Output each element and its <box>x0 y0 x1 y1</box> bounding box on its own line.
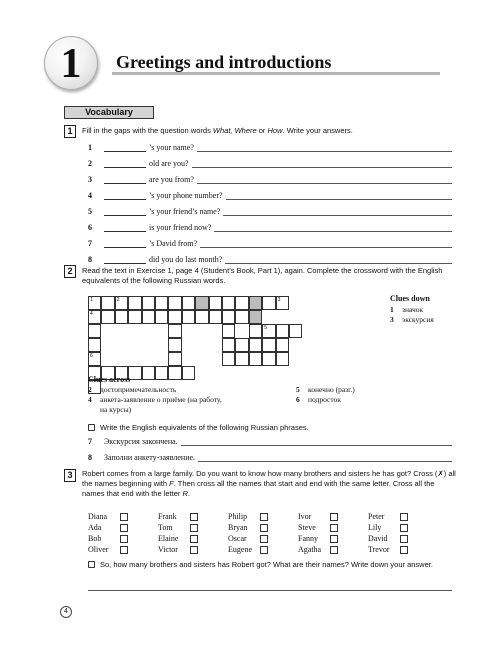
crossword-cell[interactable] <box>142 296 155 310</box>
name-label: Eugene <box>228 545 252 554</box>
square-bullet-icon <box>88 561 95 568</box>
name-label: Steve <box>298 523 316 532</box>
exercise-2-instruction: Read the text in Exercise 1, page 4 (Student’s Book, Part 1), again. Complete the crossword with the English equivalents of the following Russian words. <box>82 266 443 285</box>
crossword-cell[interactable] <box>168 310 181 324</box>
answer-line[interactable] <box>88 590 452 591</box>
name-label: Ada <box>88 523 102 532</box>
name-checkbox[interactable] <box>260 535 268 543</box>
answer-line[interactable] <box>200 247 452 248</box>
crossword-cell[interactable] <box>222 324 235 338</box>
question-item: 2 old are you? <box>88 156 452 168</box>
clue-across-2: 2 достопримечательность <box>88 385 177 394</box>
gap-blank[interactable] <box>104 215 146 216</box>
crossword-cell[interactable] <box>249 310 262 324</box>
exercise-1-number: 1 <box>64 125 76 138</box>
crossword-cell[interactable] <box>249 296 262 310</box>
clue-across-6: 6 подросток <box>296 395 341 404</box>
exercise-3-instruction: Robert comes from a large family. Do you want to know how many brothers and sisters he has got? Cross (✗) all the names beginning with F. Then cross all the names that start and end with the same letter. Cross all the names that end with the letter R. <box>82 469 456 498</box>
clue-across-4-cont: на курсы) <box>100 405 132 414</box>
answer-line[interactable] <box>198 461 452 462</box>
clue-across-4: 4 анкета-заявление о приёме (на работу, <box>88 395 222 404</box>
answer-line[interactable] <box>226 199 452 200</box>
name-checkbox[interactable] <box>260 513 268 521</box>
name-label: Victor <box>158 545 178 554</box>
name-checkbox[interactable] <box>190 513 198 521</box>
crossword-cell[interactable] <box>222 310 235 324</box>
name-label: Peter <box>368 512 385 521</box>
crossword-cell-number: 3 <box>277 297 281 303</box>
crossword-cell[interactable] <box>276 338 289 352</box>
crossword-cell[interactable] <box>142 310 155 324</box>
crossword-cell[interactable] <box>235 296 248 310</box>
crossword-cell[interactable] <box>222 338 235 352</box>
name-checkbox[interactable] <box>120 513 128 521</box>
crossword-cell[interactable] <box>195 296 208 310</box>
question-item: 4 ’s your phone number? <box>88 188 452 200</box>
crossword-cell-number: 5 <box>264 325 267 331</box>
crossword-cell[interactable] <box>222 352 235 366</box>
exercise-2-number: 2 <box>64 265 76 278</box>
name-label: Frank <box>158 512 177 521</box>
question-item: 3 are you from? <box>88 172 452 184</box>
crossword-cell[interactable] <box>182 296 195 310</box>
question-item: 5 ’s your friend’s name? <box>88 204 452 216</box>
crossword-cell[interactable] <box>128 310 141 324</box>
name-checkbox[interactable] <box>330 546 338 554</box>
crossword-cell[interactable] <box>101 310 114 324</box>
crossword-cell[interactable] <box>209 310 222 324</box>
crossword-cell[interactable] <box>235 352 248 366</box>
crossword-cell[interactable] <box>155 366 168 380</box>
crossword-cell[interactable] <box>155 310 168 324</box>
crossword-cell-number: 6 <box>90 353 93 359</box>
name-label: Philip <box>228 512 248 521</box>
crossword-cell-number: 2 <box>116 297 120 303</box>
exercise-2-sub-instruction: Write the English equivalents of the following Russian phrases. <box>100 423 309 432</box>
crossword-cell-number: 4 <box>90 311 93 317</box>
crossword-cell[interactable] <box>235 338 248 352</box>
clues-across-title: Clues across <box>88 375 131 384</box>
name-checkbox[interactable] <box>330 524 338 532</box>
name-label: Trevor <box>368 545 390 554</box>
gap-blank[interactable] <box>104 263 146 264</box>
gap-blank[interactable] <box>104 199 146 200</box>
crossword-cell[interactable] <box>222 296 235 310</box>
question-item: 6 is your friend now? <box>88 220 452 232</box>
crossword-cell[interactable] <box>128 296 141 310</box>
vocabulary-tab: Vocabulary <box>64 106 154 119</box>
crossword-cell[interactable] <box>142 366 155 380</box>
name-checkbox[interactable] <box>190 524 198 532</box>
name-label: Diana <box>88 512 108 521</box>
crossword-cell[interactable] <box>88 338 101 352</box>
name-checkbox[interactable] <box>260 546 268 554</box>
exercise-3-sub-instruction: So, how many brothers and sisters has Robert got? What are their names? Write down your answer. <box>100 560 433 569</box>
name-checkbox[interactable] <box>120 546 128 554</box>
crossword-cell[interactable] <box>262 352 275 366</box>
answer-line[interactable] <box>214 231 452 232</box>
question-item: 1 ’s your name? <box>88 140 452 152</box>
crossword-cell[interactable] <box>262 338 275 352</box>
name-label: Bob <box>88 534 102 543</box>
title-rule <box>112 72 440 75</box>
gap-blank[interactable] <box>104 247 146 248</box>
name-label: Bryan <box>228 523 248 532</box>
crossword-cell[interactable] <box>276 352 289 366</box>
gap-blank[interactable] <box>104 183 146 184</box>
crossword-cell[interactable] <box>168 338 181 352</box>
gap-blank[interactable] <box>104 151 146 152</box>
name-checkbox[interactable] <box>400 513 408 521</box>
clue-down-1: 1 значок <box>390 305 424 314</box>
page-title: Greetings and introductions <box>116 52 332 72</box>
name-label: Tom <box>158 523 173 532</box>
name-checkbox[interactable] <box>190 546 198 554</box>
name-label: David <box>368 534 388 543</box>
answer-line[interactable] <box>181 445 452 446</box>
crossword-cell[interactable] <box>101 296 114 310</box>
unit-number: 1 <box>60 41 82 87</box>
crossword-cell[interactable] <box>182 366 195 380</box>
crossword-cell[interactable] <box>155 296 168 310</box>
name-label: Fanny <box>298 534 318 543</box>
name-checkbox[interactable] <box>260 524 268 532</box>
crossword-cell[interactable] <box>276 324 289 338</box>
gap-blank[interactable] <box>104 231 146 232</box>
name-checkbox[interactable] <box>330 513 338 521</box>
question-item: 7 ’s David from? <box>88 236 452 248</box>
exercise-1-instruction: Fill in the gaps with the question words What, Where or How. Write your answers. <box>82 126 353 135</box>
name-checkbox[interactable] <box>330 535 338 543</box>
phrase-7: 7 Экскурсия закончена. <box>88 434 452 446</box>
crossword-cell-number: 1 <box>90 297 93 303</box>
crossword-cell[interactable] <box>209 296 222 310</box>
answer-line[interactable] <box>225 263 452 264</box>
answer-line[interactable] <box>197 183 452 184</box>
name-checkbox[interactable] <box>190 535 198 543</box>
crossword-cell[interactable] <box>195 310 208 324</box>
crossword-cell[interactable] <box>262 296 275 310</box>
name-checkbox[interactable] <box>400 524 408 532</box>
exercise-3-number: 3 <box>64 469 76 482</box>
crossword-cell[interactable] <box>115 310 128 324</box>
name-checkbox[interactable] <box>120 524 128 532</box>
crossword-cell[interactable] <box>168 324 181 338</box>
name-checkbox[interactable] <box>400 535 408 543</box>
name-label: Elaine <box>158 534 179 543</box>
crossword-cell[interactable] <box>168 352 181 366</box>
name-label: Agatha <box>298 545 322 554</box>
name-label: Oscar <box>228 534 247 543</box>
answer-line[interactable] <box>223 215 452 216</box>
answer-line[interactable] <box>192 167 452 168</box>
clue-across-5: 5 конечно (разг.) <box>296 385 355 394</box>
phrase-8: 8 Заполни анкету-заявление. <box>88 450 452 462</box>
name-checkbox[interactable] <box>400 546 408 554</box>
crossword-cell[interactable] <box>235 310 248 324</box>
answer-line[interactable] <box>197 151 452 152</box>
crossword-cell[interactable] <box>182 310 195 324</box>
crossword-cell[interactable] <box>168 296 181 310</box>
crossword-cell[interactable] <box>249 338 262 352</box>
name-checkbox[interactable] <box>120 535 128 543</box>
page-number: 4 <box>60 606 72 618</box>
square-bullet-icon <box>88 424 95 431</box>
crossword-cell[interactable] <box>88 324 101 338</box>
question-item: 8 did you do last month? <box>88 252 452 264</box>
clues-down-title: Clues down <box>390 294 430 303</box>
crossword-cell[interactable] <box>289 324 302 338</box>
crossword-cell[interactable] <box>249 324 262 338</box>
clue-down-3: 3 экскурсия <box>390 315 434 324</box>
crossword-cell[interactable] <box>168 366 181 380</box>
name-label: Ivor <box>298 512 312 521</box>
name-label: Oliver <box>88 545 109 554</box>
name-label: Lily <box>368 523 382 532</box>
crossword-cell[interactable] <box>249 352 262 366</box>
gap-blank[interactable] <box>104 167 146 168</box>
